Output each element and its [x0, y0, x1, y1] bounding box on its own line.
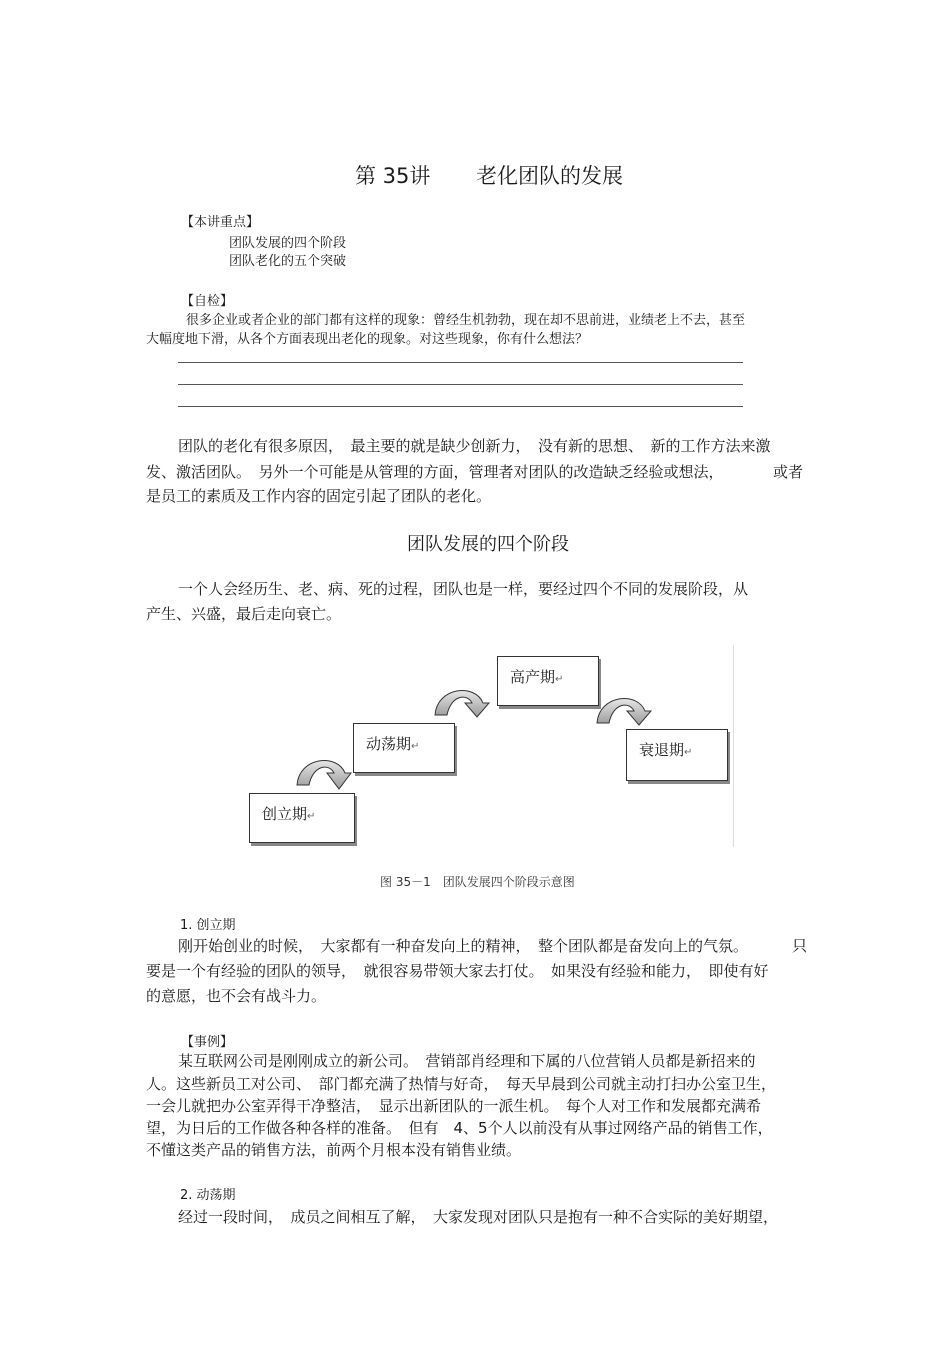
example-paragraph-line: 不懂这类产品的销售方法，前两个月根本没有销售业绩。: [146, 1141, 522, 1159]
stage1-paragraph-line: 只: [792, 937, 808, 955]
intro-paragraph-line: 发、激活团队。 另外一个可能是从管理的方面，管理者对团队的改造缺乏经验或想法，: [146, 463, 724, 481]
stage2-paragraph-line: 经过一段时间， 成员之间相互了解， 大家发现对团队只是抱有一种不合实际的美好期望，: [178, 1208, 779, 1226]
subsection-heading: 1. 创立期: [180, 918, 236, 933]
intro-paragraph-line: 是员工的素质及工作内容的固定引起了团队的老化。: [146, 487, 492, 505]
stage-label: 创立期: [262, 805, 308, 823]
return-mark: ↵: [411, 741, 420, 752]
self-check-line: 大幅度地下滑，从各个方面表现出老化的现象。对这些现象，你有什么想法？: [146, 332, 589, 347]
stage-label: 动荡期: [366, 735, 412, 753]
return-mark: ↵: [555, 674, 564, 685]
return-mark: ↵: [684, 747, 693, 758]
stage1-paragraph-line: 要是一个有经验的团队的领导， 就很容易带领大家去打仗。 如果没有经验和能力， 即使有好: [146, 962, 769, 980]
self-check-line: 很多企业或者企业的部门都有这样的现象：曾经生机勃勃，现在却不思前进，业绩老上不去，甚至: [186, 313, 746, 328]
stage-box-decline: [626, 729, 728, 781]
example-paragraph-line: 一会儿就把办公室弄得干净整洁， 显示出新团队的一派生机。 每个人对工作和发展都充满希: [146, 1097, 762, 1115]
curved-arrow-icon: [597, 699, 651, 726]
intro-paragraph-line: 团队的老化有很多原因， 最主要的就是缺少创新力， 没有新的思想、 新的工作方法来激: [178, 437, 771, 455]
example-paragraph-line: 某互联网公司是刚刚成立的新公司。 营销部肖经理和下属的八位营销人员都是新招来的: [178, 1052, 756, 1070]
answer-line[interactable]: [178, 406, 743, 407]
subsection-heading: 2. 动荡期: [180, 1188, 236, 1203]
example-paragraph-line: 望，为日后的工作做各种各样的准备。 但有 4、5个人以前没有从事过网络产品的销售工作，: [146, 1119, 773, 1137]
self-check-heading: 【自检】: [181, 294, 234, 309]
example-paragraph-line: 人。这些新员工对公司、 部门都充满了热情与好奇， 每天早晨到公司就主动打扫办公室卫生，: [146, 1075, 777, 1093]
lecture-number: 第 35讲: [355, 164, 431, 188]
section-paragraph-line: 一个人会经历生、老、病、死的过程，团队也是一样，要经过四个不同的发展阶段，从: [178, 580, 749, 598]
stage1-paragraph-line: 的意愿，也不会有战斗力。: [146, 987, 327, 1005]
answer-line[interactable]: [178, 362, 743, 363]
key-point-item: 团队老化的五个突破: [229, 254, 347, 269]
stage-box-turbulent: [353, 723, 455, 773]
page-title: 老化团队的发展: [476, 164, 623, 188]
curved-arrow-icon: [297, 761, 351, 790]
stage-label: 高产期: [510, 668, 556, 686]
return-mark: ↵: [307, 811, 316, 822]
key-points-heading: 【本讲重点】: [181, 215, 260, 230]
intro-paragraph-line: 或者: [773, 463, 804, 481]
stage1-paragraph-line: 刚开始创业的时候， 大家都有一种奋发向上的精神， 整个团队都是奋发向上的气氛。: [178, 937, 749, 955]
figure-caption: 图 35－1 团队发展四个阶段示意图: [380, 875, 575, 889]
stage-box-founding: [249, 793, 355, 843]
stage-box-productive: [497, 656, 599, 706]
section-heading: 团队发展的四个阶段: [407, 534, 569, 555]
answer-line[interactable]: [178, 384, 743, 385]
curved-arrow-icon: [435, 691, 489, 718]
section-paragraph-line: 产生、兴盛，最后走向衰亡。: [146, 605, 342, 623]
example-heading: 【事例】: [181, 1035, 234, 1050]
key-point-item: 团队发展的四个阶段: [229, 236, 347, 251]
stage-label: 衰退期: [639, 741, 685, 759]
